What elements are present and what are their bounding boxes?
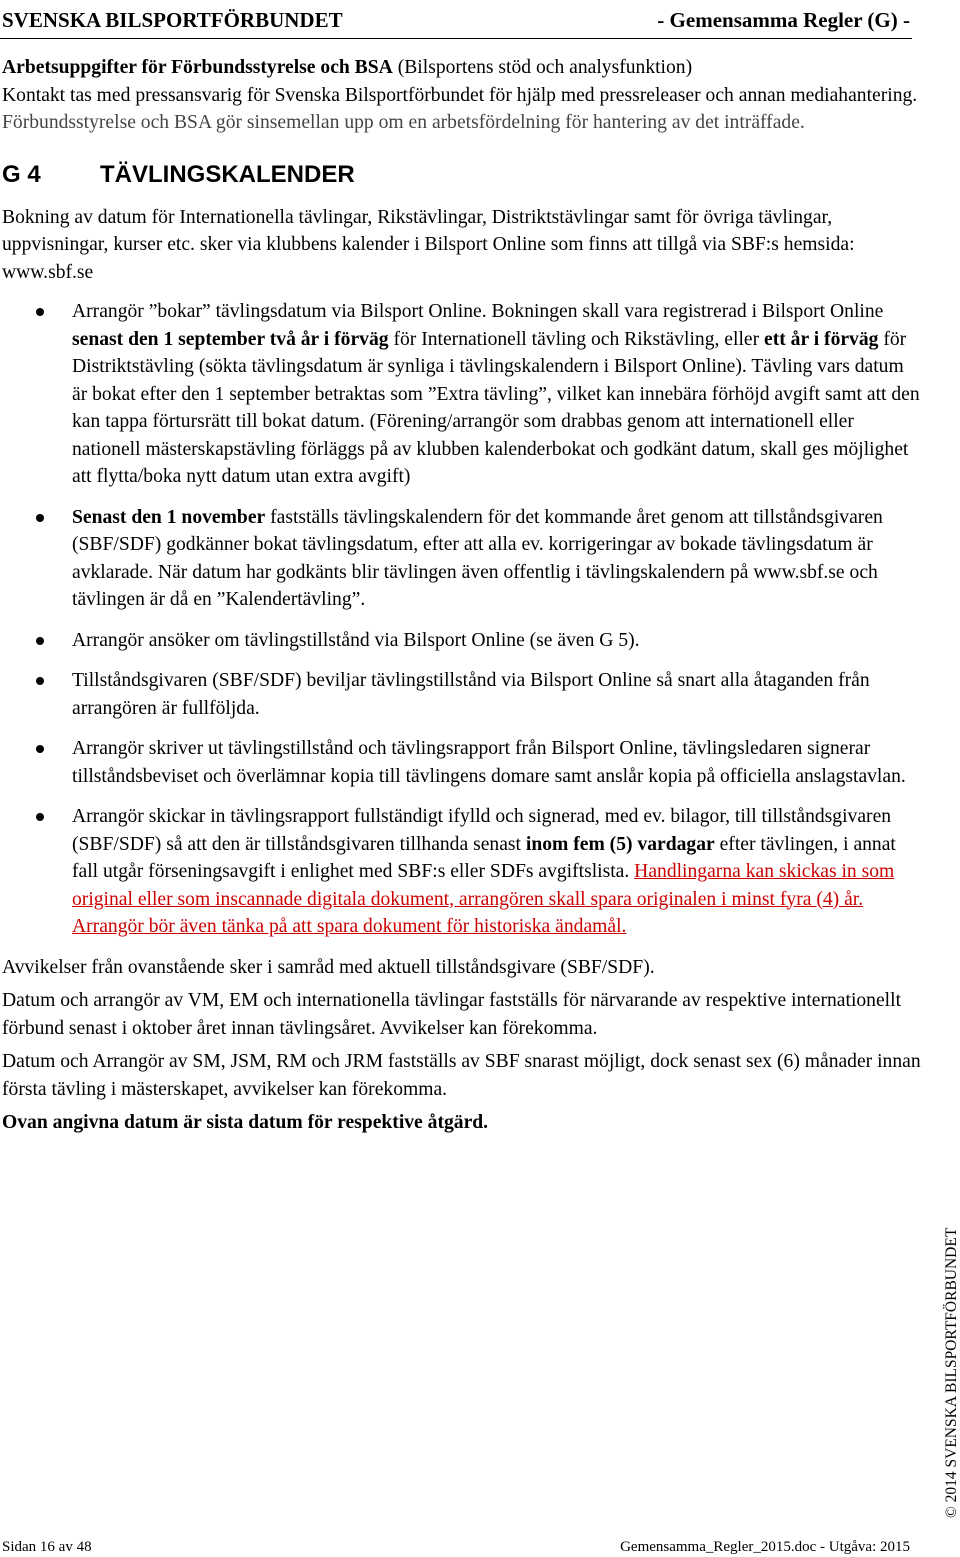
- section-number: G 4: [2, 160, 41, 188]
- bullet-text: efter tävlingen, i annat fall utgår förseningsavgift i enlighet med SBF:s eller SDFs avgiftslista.: [72, 833, 896, 882]
- bullet-icon: [36, 637, 44, 645]
- section-heading: [2, 160, 922, 190]
- intro-bold: Arbetsuppgifter för Förbundsstyrelse och BSA: [2, 57, 393, 78]
- list-item: [2, 803, 922, 941]
- section-title: TÄVLINGSKALENDER: [100, 160, 355, 188]
- header-organization: SVENSKA BILSPORTFÖRBUNDET: [2, 8, 343, 32]
- bullet-text: för Internationell tävling och Rikstävling, eller: [388, 328, 765, 350]
- list-item: [2, 298, 922, 491]
- red-underlined-note: Arrangör bör även tänka på att spara dokument för historiska ändamål.: [72, 916, 627, 937]
- bullet-bold: senast den 1 september två år i förväg: [72, 328, 389, 350]
- booking-paragraph: Bokning av datum för Internationella tävlingar, Rikstävlingar, Distriktstävlingar samt för övriga tävlingar, uppvisningar, kurser etc. sker via klubbens kalender i Bilsport Online som finns att tillgå via SBF:s hemsida: www.sbf.se: [2, 206, 855, 283]
- list-item: [2, 627, 922, 655]
- list-item: [2, 504, 922, 614]
- final-note-bold: Ovan angivna datum är sista datum för respektive åtgärd.: [2, 1112, 489, 1133]
- header-divider: [0, 38, 912, 39]
- bullet-icon: [36, 745, 44, 753]
- list-item: [2, 667, 922, 722]
- bullet-icon: [36, 677, 44, 685]
- bullet-text: Arrangör ”bokar” tävlingsdatum via Bilsport Online. Bokningen skall vara registrerad i Bilsport Online: [72, 301, 884, 322]
- document-version: Gemensamma_Regler_2015.doc - Utgåva: 2015: [620, 1539, 910, 1555]
- bullet-icon: [36, 514, 44, 522]
- header-section-title: - Gemensamma Regler (G) -: [657, 8, 910, 32]
- bullet-icon: [36, 308, 44, 316]
- international-paragraph: Datum och arrangör av VM, EM och internationella tävlingar fastställs för närvarande av respektive internationellt förbund senast i oktober året innan tävlingsåret. Avvikelser kan förekomma.: [2, 990, 902, 1039]
- final-note: [2, 1109, 922, 1137]
- bullet-bold: ett år i förväg: [764, 328, 879, 350]
- intro-line2: Kontakt tas med pressansvarig för Svenska Bilsportförbundet för hjälp med pressreleaser och annan mediahantering.: [2, 84, 918, 106]
- bullet-text: fastställs tävlingskalendern för det kommande året genom att tillståndsgivaren (SBF/SDF) godkänner bokat tävlingsdatum, efter att alla ev. korrigeringar av bokade tävlingsdatum är avklarade. När datum har godkänts blir tävlingen även offentlig i tävlingskalendern på www.sbf.se och tävlingen är då en ”Kalendertävling”.: [72, 506, 883, 610]
- intro-rest: (Bilsportens stöd och analysfunktion): [392, 57, 693, 78]
- red-underlined-note: Handlingarna kan skickas in som original eller som inscannade digitala dokument, arrangören skall spara originalen i minst fyra (4) år.: [72, 861, 895, 910]
- intro-paragraph: [2, 54, 922, 137]
- procedure-list: [2, 298, 922, 941]
- bullet-text: Arrangör ansöker om tävlingstillstånd via Bilsport Online (se även G 5).: [72, 629, 640, 651]
- intro-line3: Förbundsstyrelse och BSA gör sinsemellan upp om en arbetsfördelning för hantering av det inträffade.: [2, 112, 805, 133]
- bullet-bold: Senast den 1 november: [72, 506, 266, 528]
- bullet-bold: inom fem (5) vardagar: [525, 833, 715, 855]
- page-footer: [2, 1538, 910, 1556]
- bullet-text: Arrangör skickar in tävlingsrapport fullständigt ifylld och signerad, med ev. bilagor, till tillståndsgivaren (SBF/SDF) så att den är tillståndsgivaren tillhanda senast: [72, 806, 892, 855]
- page-header: [0, 4, 910, 38]
- copyright-watermark: © 2014 SVENSKA BILSPORTFÖRBUNDET: [943, 1227, 960, 1518]
- bullet-icon: [36, 813, 44, 821]
- deviation-paragraph: Avvikelser från ovanstående sker i samråd med aktuell tillståndsgivare (SBF/SDF).: [2, 956, 655, 978]
- bullet-text: för Distriktstävling (sökta tävlingsdatum är synliga i tävlingskalendern i Bilsport Online). Tävling vars datum är bokat efter den 1 september betraktas som ”Extra tävling”, vilket kan innebära förhöjd avgift samt att den kan tappa förtursrätt till bokat datum. (Förening/arrangör som drabbas genom att internationell eller nationell mästerskapstävling förläggs på av klubben kalenderbokat och godkänt datum, skall ges möjlighet att flytta/boka nytt datum utan extra avgift): [72, 328, 920, 487]
- bullet-text: Arrangör skriver ut tävlingstillstånd och tävlingsrapport från Bilsport Online, tävlingsledaren signerar tillståndsbeviset och överlämnar kopia till tävlingens domare samt anslår kopia på officiella anslagstavlan.: [72, 738, 906, 787]
- championship-paragraph: Datum och Arrangör av SM, JSM, RM och JRM fastställs av SBF snarast möjligt, dock senast sex (6) månader innan första tävling i mästerskapet, avvikelser kan förekomma.: [2, 1051, 921, 1100]
- bullet-text: Tillståndsgivaren (SBF/SDF) beviljar tävlingstillstånd via Bilsport Online så snart alla åtaganden från arrangören är fullföljda.: [72, 670, 870, 719]
- closing-paragraphs: [2, 954, 922, 1137]
- document-body: [2, 54, 922, 1143]
- list-item: [2, 735, 922, 790]
- page-number: Sidan 16 av 48: [2, 1539, 92, 1555]
